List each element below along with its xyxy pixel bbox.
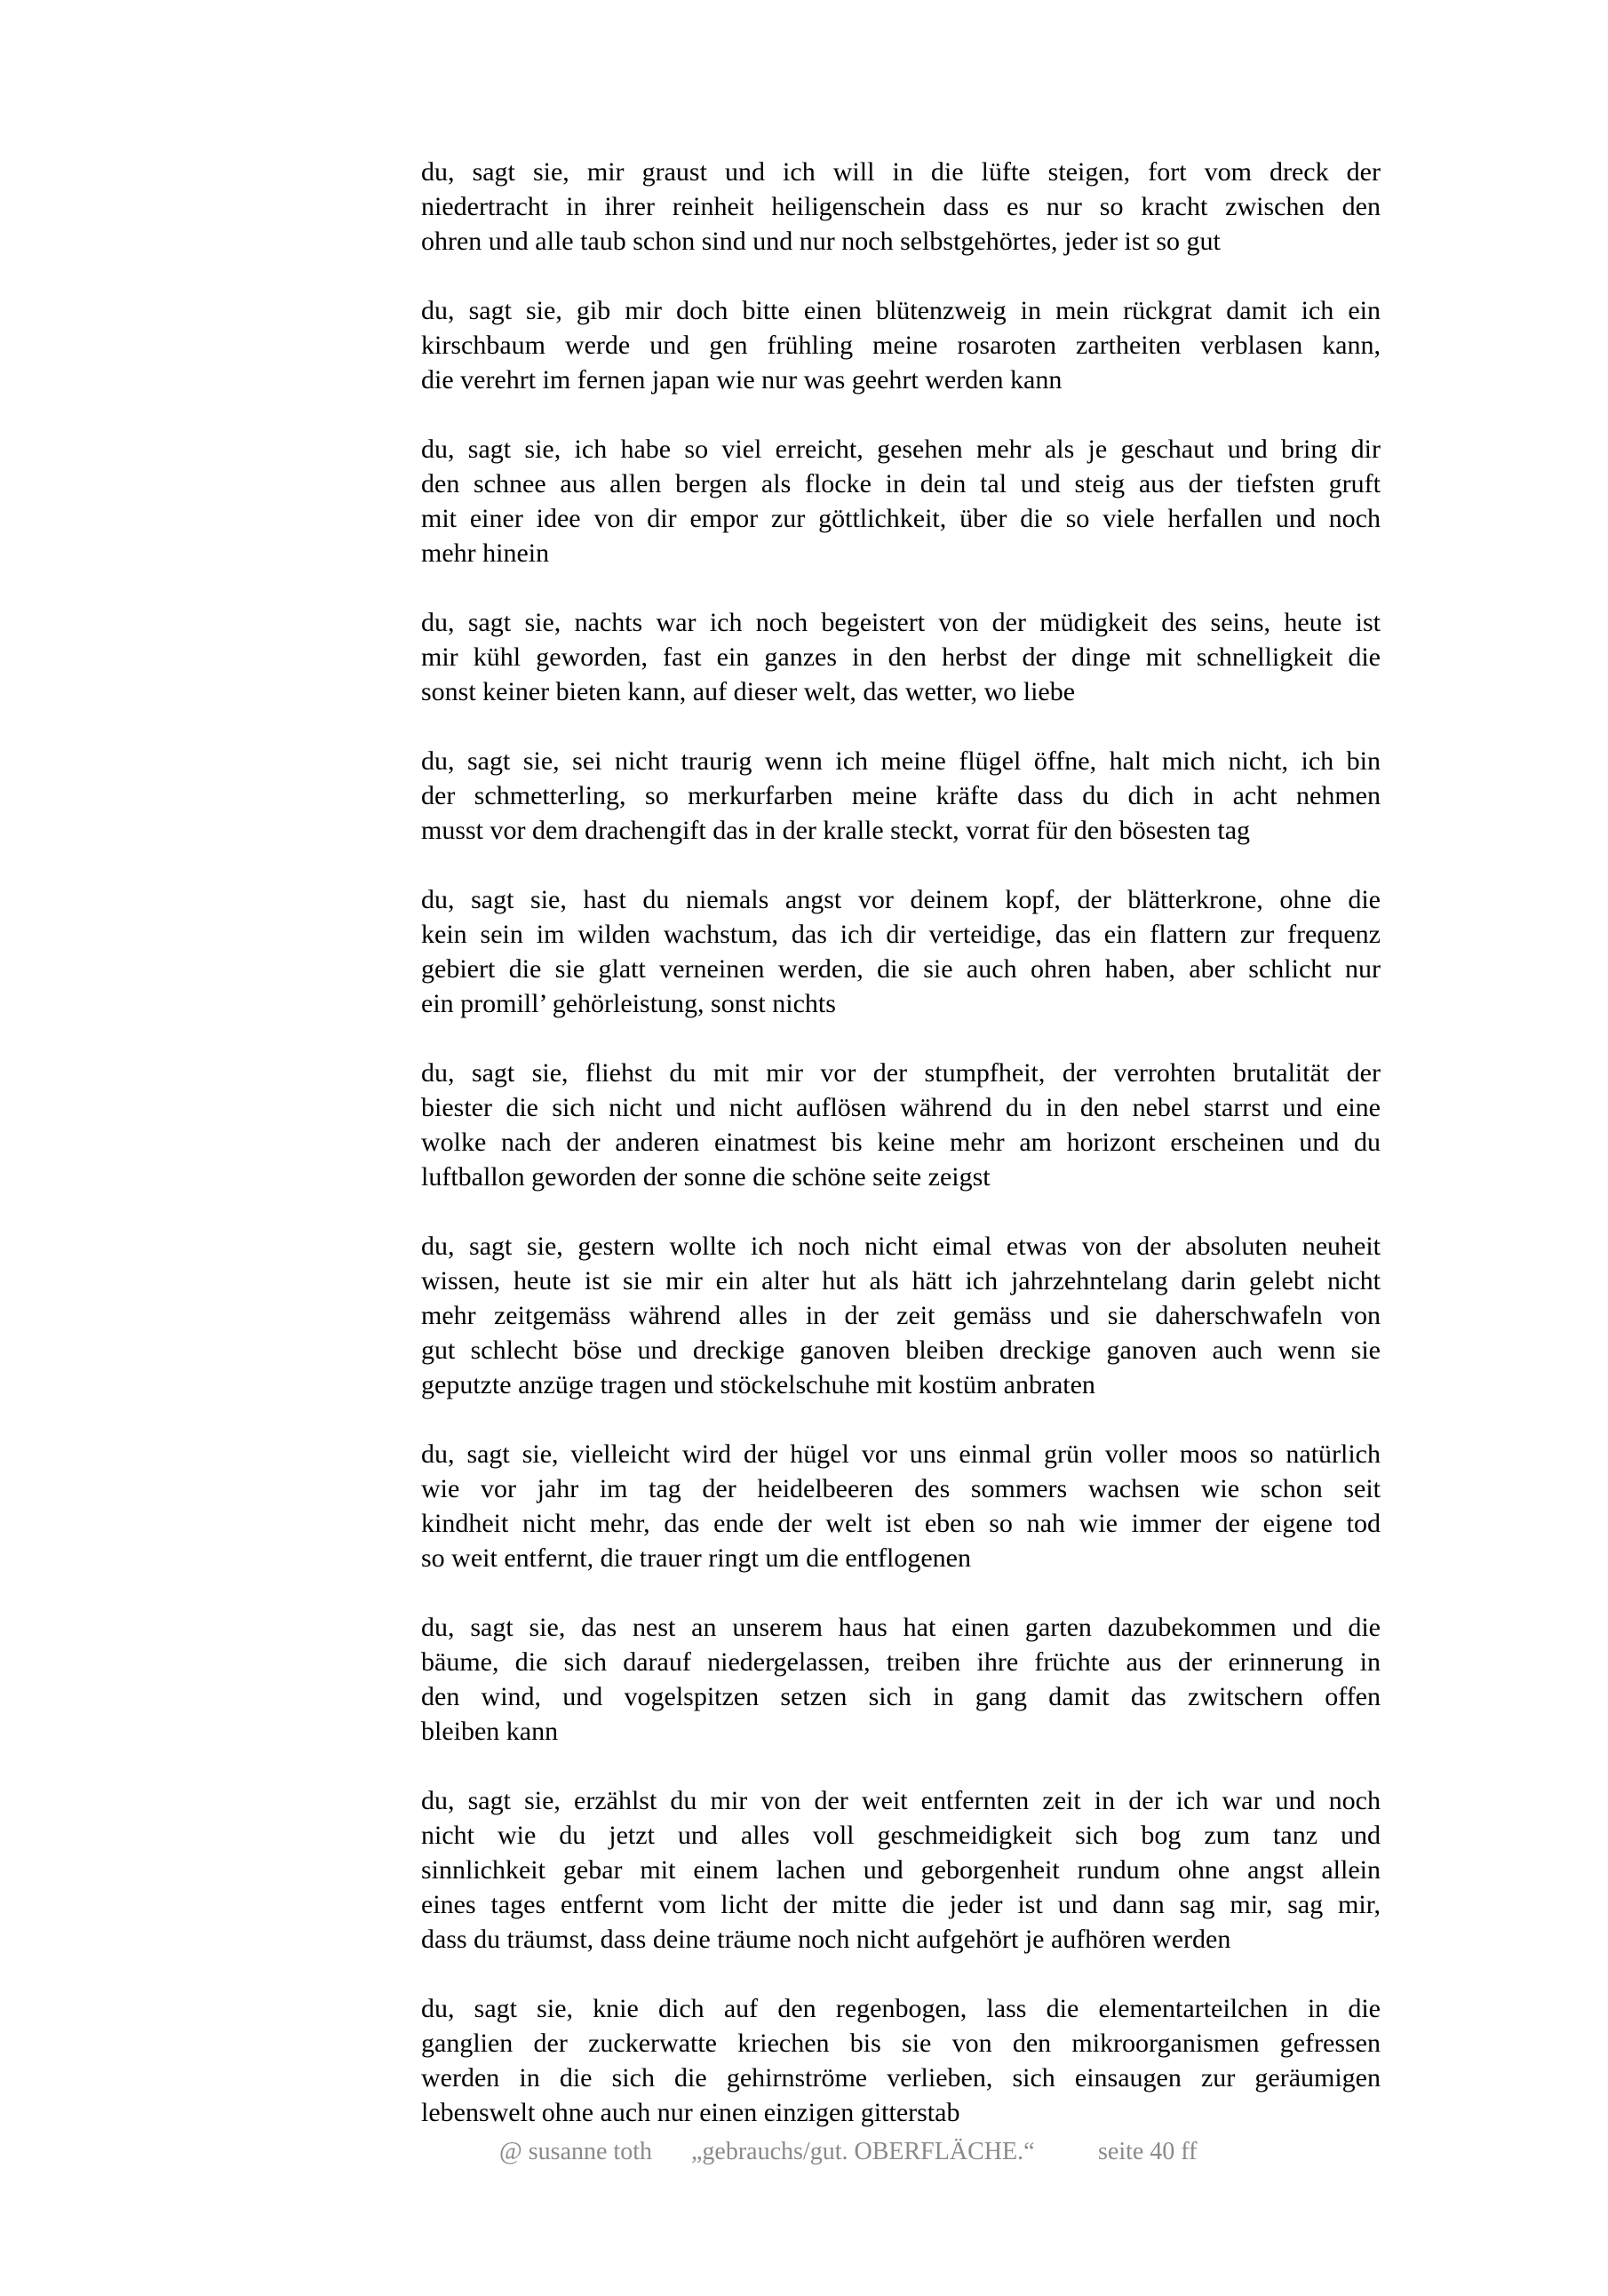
- poem-line: eines tages entfernt vom licht der mitte die jeder ist und dann sag mir, sag mir,: [421, 1890, 1381, 1919]
- poem-line: ohren und alle taub schon sind und nur noch selbstgehörtes, jeder ist so gut: [421, 227, 1221, 256]
- poem-line: ein promill’ gehörleistung, sonst nichts: [421, 989, 836, 1018]
- stanza: [421, 293, 1381, 397]
- poem-line: du, sagt sie, nachts war ich noch begeistert von der müdigkeit des seins, heute ist: [421, 608, 1381, 637]
- poem-line: geputzte anzüge tragen und stöckelschuhe mit kostüm anbraten: [421, 1370, 1095, 1399]
- stanza: [421, 744, 1381, 848]
- poem-line: mit einer idee von dir empor zur göttlichkeit, über die so viele herfallen und noch: [421, 504, 1381, 533]
- poem-line: mehr zeitgemäss während alles in der zeit gemäss und sie daherschwafeln von: [421, 1301, 1381, 1330]
- poem-line: niedertracht in ihrer reinheit heiligenschein dass es nur so kracht zwischen den: [421, 192, 1381, 221]
- poem-line: du, sagt sie, das nest an unserem haus hat einen garten dazubekommen und die: [421, 1613, 1381, 1642]
- poem-line: lebenswelt ohne auch nur einen einzigen gitterstab: [421, 2098, 960, 2127]
- poem-line: der schmetterling, so merkurfarben meine kräfte dass du dich in acht nehmen: [421, 781, 1381, 810]
- poem-line: du, sagt sie, gib mir doch bitte einen blütenzweig in mein rückgrat damit ich ein: [421, 296, 1381, 325]
- stanza: [421, 1610, 1381, 1749]
- poem-line: so weit entfernt, die trauer ringt um die entflogenen: [421, 1543, 971, 1573]
- poem-line: sinnlichkeit gebar mit einem lachen und geborgenheit rundum ohne angst allein: [421, 1855, 1381, 1885]
- poem-line: kindheit nicht mehr, das ende der welt ist eben so nah wie immer der eigene tod: [421, 1509, 1381, 1538]
- poem-line: dass du träumst, dass deine träume noch nicht aufgehört je aufhören werden: [421, 1925, 1231, 1954]
- poem-line: mir kühl geworden, fast ein ganzes in den herbst der dinge mit schnelligkeit die: [421, 642, 1381, 672]
- stanza: [421, 1991, 1381, 2130]
- poem-line: den wind, und vogelspitzen setzen sich in gang damit das zwitschern offen: [421, 1682, 1381, 1711]
- poem-line: du, sagt sie, erzählst du mir von der weit entfernten zeit in der ich war und noch: [421, 1786, 1381, 1815]
- stanza: [421, 155, 1381, 259]
- stanza: [421, 605, 1381, 709]
- poem-line: wie vor jahr im tag der heidelbeeren des sommers wachsen wie schon seit: [421, 1474, 1381, 1503]
- poem-line: du, sagt sie, fliehst du mit mir vor der stumpfheit, der verrohten brutalität der: [421, 1058, 1381, 1088]
- stanza: [421, 882, 1381, 1021]
- poem-line: du, sagt sie, vielleicht wird der hügel vor uns einmal grün voller moos so natürlich: [421, 1439, 1381, 1469]
- poem-line: du, sagt sie, sei nicht traurig wenn ich meine flügel öffne, halt mich nicht, ich bin: [421, 746, 1381, 776]
- poem-line: sonst keiner bieten kann, auf dieser welt, das wetter, wo liebe: [421, 677, 1076, 706]
- stanza: [421, 1437, 1381, 1575]
- stanza: [421, 1229, 1381, 1402]
- poem-line: du, sagt sie, knie dich auf den regenbogen, lass die elementarteilchen in die: [421, 1994, 1381, 2023]
- poem-line: biester die sich nicht und nicht auflösen während du in den nebel starrst und eine: [421, 1093, 1381, 1122]
- poem-line: wolke nach der anderen einatmest bis keine mehr am horizont erscheinen und du: [421, 1128, 1381, 1157]
- poem-line: gebiert die sie glatt verneinen werden, die sie auch ohren haben, aber schlicht nur: [421, 954, 1381, 984]
- footer-author: @ susanne toth: [499, 2138, 652, 2165]
- poem-line: musst vor dem drachengift das in der kralle steckt, vorrat für den bösesten tag: [421, 816, 1251, 845]
- poem-line: luftballon geworden der sonne die schöne seite zeigst: [421, 1162, 991, 1192]
- page-footer: [0, 2136, 1608, 2296]
- poem-line: du, sagt sie, gestern wollte ich noch nicht eimal etwas von der absoluten neuheit: [421, 1232, 1381, 1261]
- poem-line: nicht wie du jetzt und alles voll geschmeidigkeit sich bog zum tanz und: [421, 1821, 1381, 1850]
- poem-line: mehr hinein: [421, 538, 550, 568]
- stanza: [421, 1056, 1381, 1194]
- stanza: [421, 1783, 1381, 1957]
- stanza: [421, 432, 1381, 570]
- poem-line: bäume, die sich darauf niedergelassen, treiben ihre früchte aus der erinnerung in: [421, 1647, 1381, 1677]
- poem-line: du, sagt sie, mir graust und ich will in die lüfte steigen, fort vom dreck der: [421, 157, 1381, 187]
- footer-title: „gebrauchs/gut. OBERFLÄCHE.“: [691, 2138, 1035, 2165]
- poem-line: du, sagt sie, hast du niemals angst vor deinem kopf, der blätterkrone, ohne die: [421, 885, 1381, 914]
- poem-line: kein sein im wilden wachstum, das ich dir verteidige, das ein flattern zur frequenz: [421, 920, 1381, 949]
- poem-line: bleiben kann: [421, 1717, 559, 1746]
- poem-body: [421, 155, 1381, 2164]
- poem-line: kirschbaum werde und gen frühling meine rosaroten zartheiten verblasen kann,: [421, 331, 1381, 360]
- poem-line: gut schlecht böse und dreckige ganoven bleiben dreckige ganoven auch wenn sie: [421, 1335, 1381, 1365]
- poem-line: werden in die sich die gehirnströme verlieben, sich einsaugen zur geräumigen: [421, 2063, 1381, 2093]
- poem-line: den schnee aus allen bergen als flocke in dein tal und steig aus der tiefsten gruft: [421, 469, 1381, 498]
- footer-page-number: seite 40 ff: [1098, 2138, 1198, 2165]
- poem-line: ganglien der zuckerwatte kriechen bis sie von den mikroorganismen gefressen: [421, 2029, 1381, 2058]
- poem-line: du, sagt sie, ich habe so viel erreicht, gesehen mehr als je geschaut und bring dir: [421, 434, 1381, 464]
- poem-line: die verehrt im fernen japan wie nur was geehrt werden kann: [421, 365, 1063, 395]
- poem-line: wissen, heute ist sie mir ein alter hut als hätt ich jahrzehntelang darin gelebt nicht: [421, 1266, 1381, 1295]
